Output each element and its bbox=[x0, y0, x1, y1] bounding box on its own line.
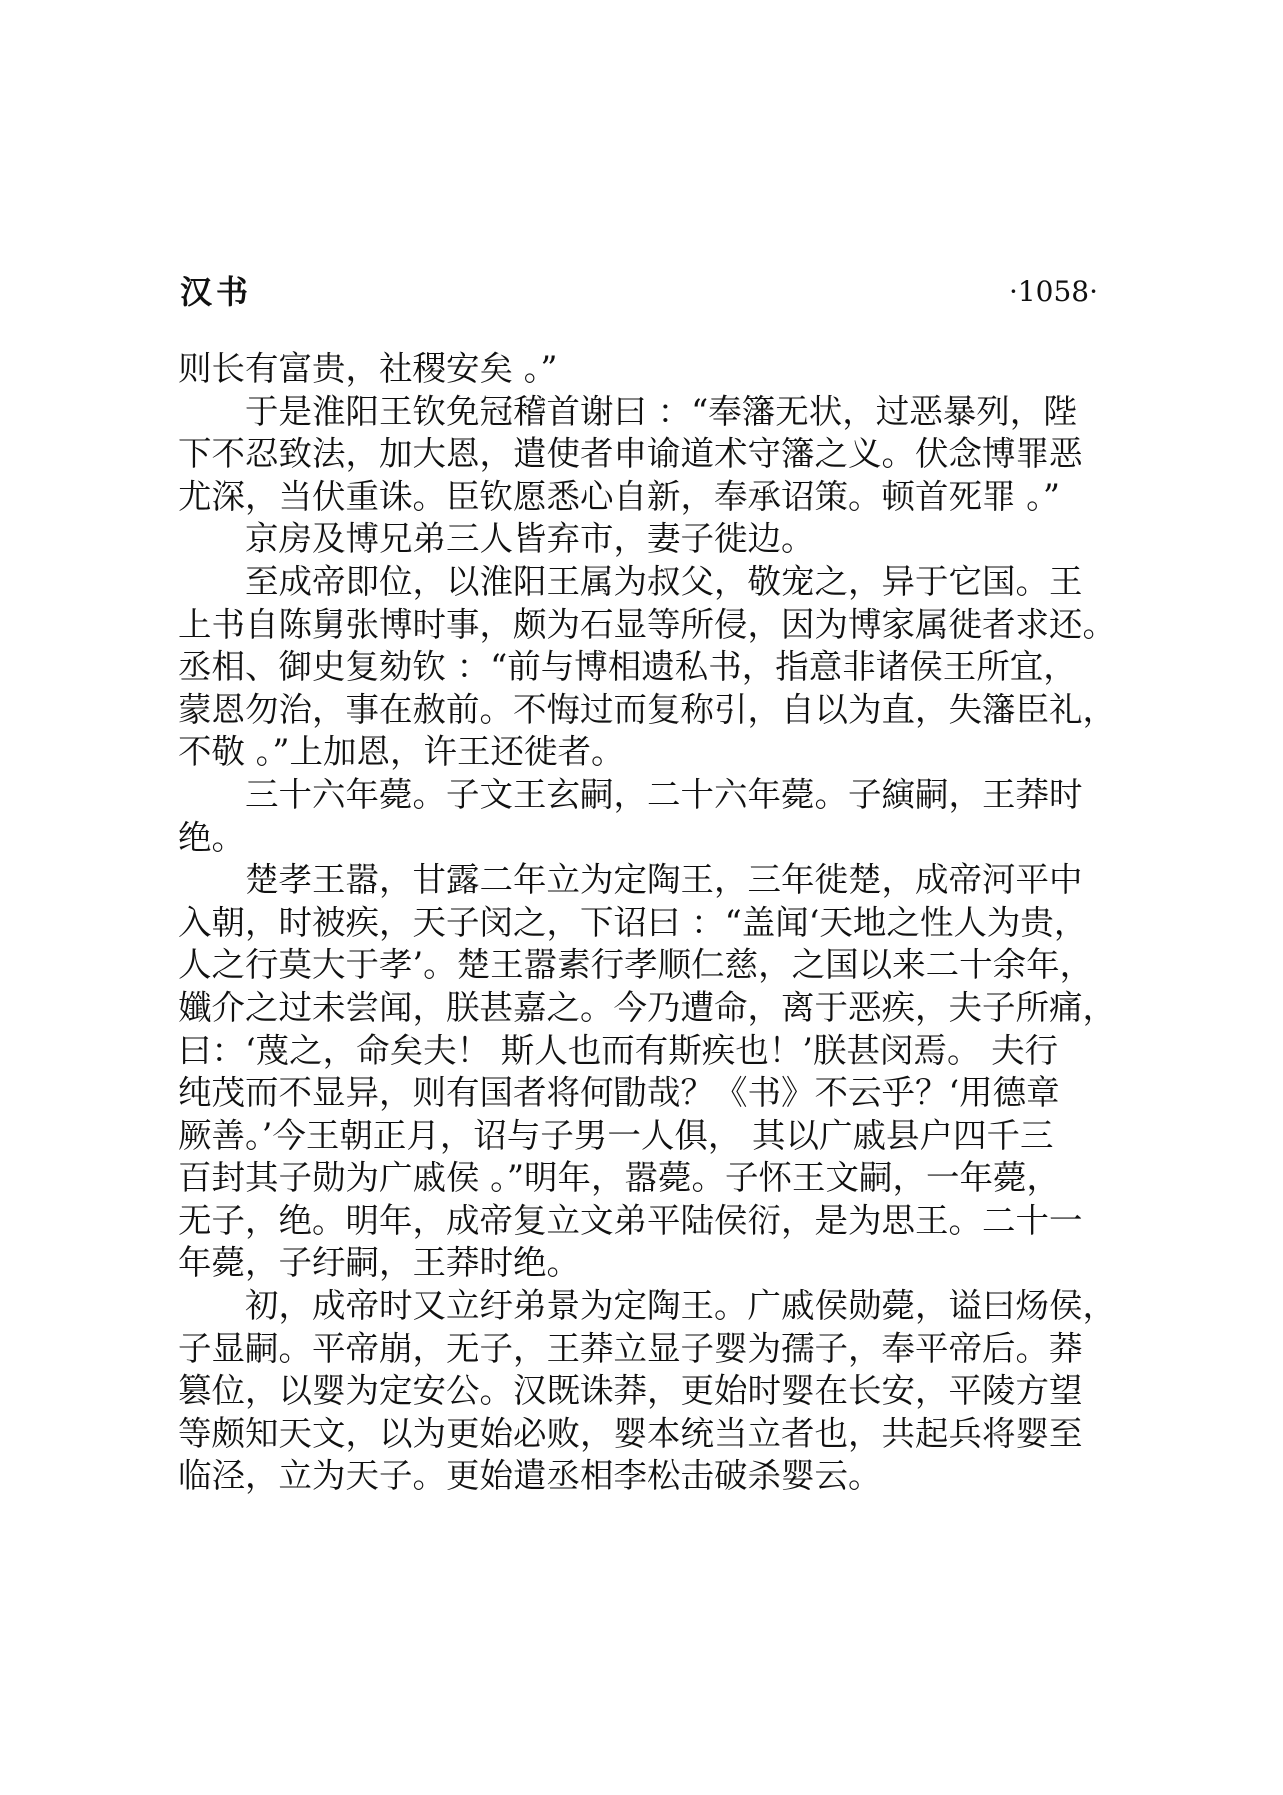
text-line: 京房及博兄弟三人皆弃市，妻子徙边。 bbox=[245, 519, 815, 559]
text-line: 则长有富贵，社稷安矣 。” bbox=[178, 349, 558, 388]
text-line: 蒙恩勿治，事在赦前。不悔过而复称引，自以为直，失籓臣礼， bbox=[178, 689, 1116, 729]
page-number: ·1058· bbox=[1008, 275, 1098, 308]
text-line: 至成帝即位，以淮阳王属为叔父，敬宠之，异于它国。王 bbox=[245, 561, 1083, 601]
text-line: 入朝，时被疾，天子闵之，下诏曰 ：“盖闻‘天地之性人为贵， bbox=[178, 902, 1088, 942]
book-title: 汉书 bbox=[180, 273, 253, 311]
text-line: 年薨，子纡嗣，王莽时绝。 bbox=[178, 1243, 580, 1283]
text-line: 上书自陈舅张博时事，颇为石显等所侵，因为博家属徙者求还。 bbox=[178, 604, 1116, 644]
text-line: 下不忍致法，加大恩，遣使者申谕道术守籓之义。伏念博罪恶 bbox=[178, 434, 1083, 474]
text-line: 厥善。’今王朝正月，诏与子男一人俱， 其以广戚县户四千三 bbox=[178, 1115, 1054, 1155]
text-line: 临泾，立为天子。更始遣丞相李松击破杀婴云。 bbox=[178, 1456, 882, 1496]
text-line: 三十六年薨。子文王玄嗣，二十六年薨。子縯嗣，王莽时 bbox=[245, 774, 1083, 814]
text-line: 尤深，当伏重诛。臣钦愿悉心自新，奉承诏策。顿首死罪 。” bbox=[178, 476, 1061, 516]
text-line: 绝。 bbox=[178, 817, 245, 857]
running-header bbox=[180, 272, 1098, 316]
body-text bbox=[178, 348, 1116, 1498]
text-line: 于是淮阳王钦免冠稽首谢曰 ：“奉籓无状，过恶暴列，陛 bbox=[245, 391, 1077, 431]
text-line: 孅介之过未尝闻，朕甚嘉之。今乃遭命，离于恶疾，夫子所痛， bbox=[178, 987, 1116, 1027]
text-line: 人之行莫大于孝’。楚王嚣素行孝顺仁慈，之国以来二十余年， bbox=[178, 945, 1094, 985]
text-line: 曰：‘蔑之，命矣夫！ 斯人也而有斯疾也！’朕甚闵焉。 夫行 bbox=[178, 1030, 1059, 1070]
text-line: 篡位，以婴为定安公。汉既诛莽，更始时婴在长安，平陵方望 bbox=[178, 1371, 1083, 1411]
text-line: 等颇知天文，以为更始必败，婴本统当立者也，共起兵将婴至 bbox=[178, 1413, 1083, 1453]
text-line: 百封其子勋为广戚侯 。”明年，嚣薨。子怀王文嗣，一年薨， bbox=[178, 1158, 1061, 1198]
text-line: 子显嗣。平帝崩，无子，王莽立显子婴为孺子，奉平帝后。莽 bbox=[178, 1328, 1083, 1368]
text-line: 纯茂而不显异，则有国者将何勖哉？《书》不云乎？‘用德章 bbox=[178, 1073, 1060, 1113]
text-line: 不敬 。”上加恩，许王还徙者。 bbox=[178, 732, 625, 772]
text-line: 丞相、御史复劾钦 ：“前与博相遗私书，指意非诸侯王所宜， bbox=[178, 647, 1077, 687]
text-line: 初，成帝时又立纡弟景为定陶王。广戚侯勋薨，谥曰炀侯， bbox=[245, 1286, 1116, 1326]
text-line: 无子，绝。明年，成帝复立文弟平陆侯衍，是为思王。二十一 bbox=[178, 1200, 1083, 1240]
text-line: 楚孝王嚣，甘露二年立为定陶王，三年徙楚，成帝河平中 bbox=[245, 860, 1083, 900]
